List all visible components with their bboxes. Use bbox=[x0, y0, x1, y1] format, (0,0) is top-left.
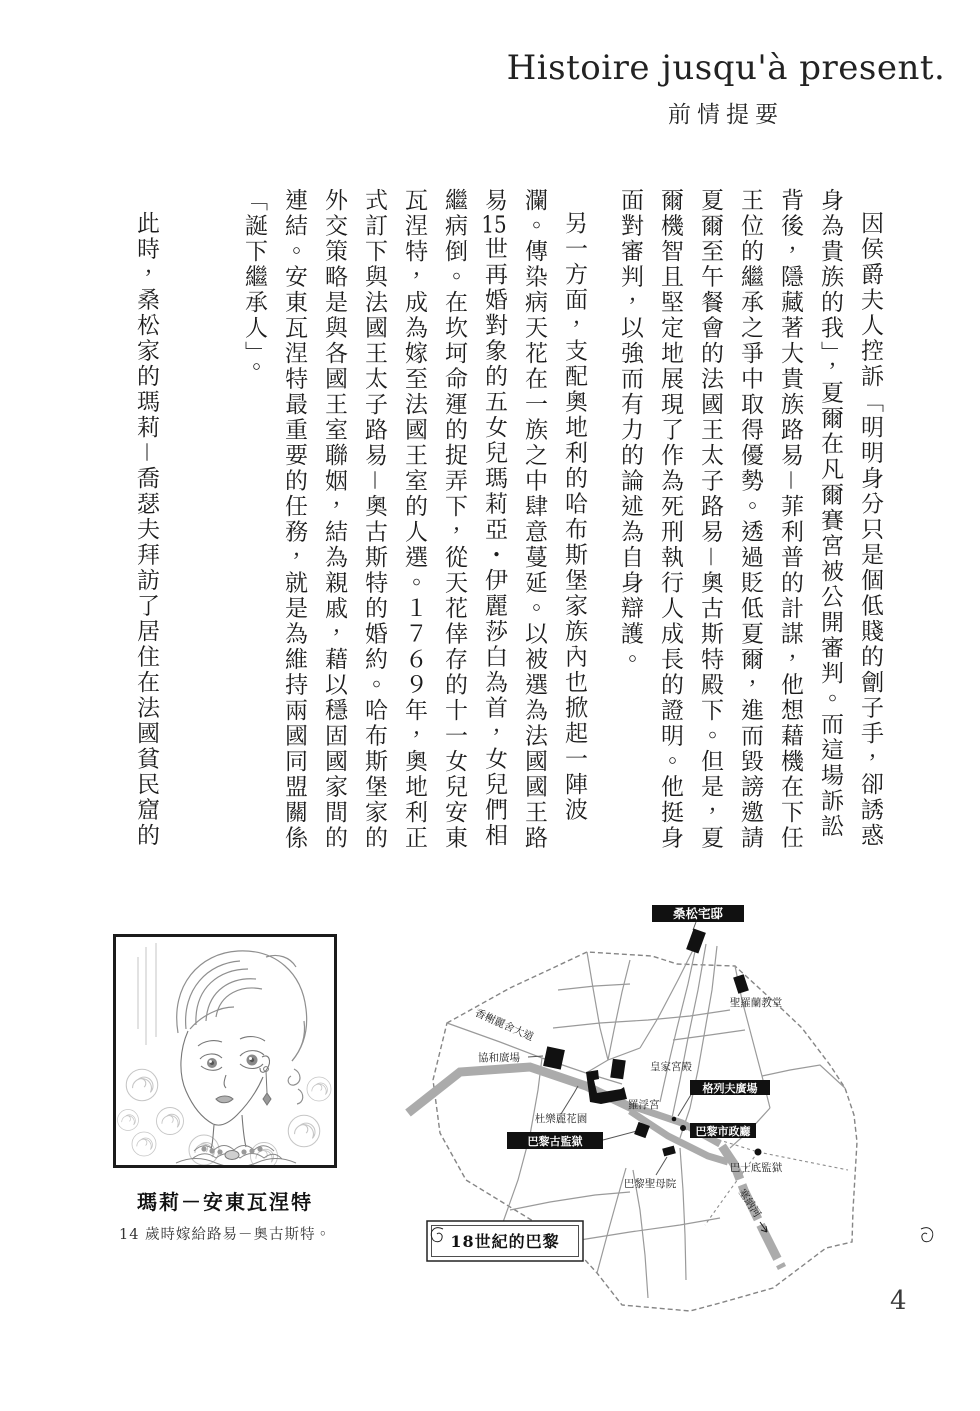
map-label-notre-dame: 巴黎聖母院 bbox=[623, 1178, 677, 1190]
portrait-background bbox=[118, 943, 332, 1165]
header-title: Histoire jusqu'à present. bbox=[506, 48, 946, 88]
sanson-residence-marker bbox=[686, 928, 706, 953]
portrait-frame bbox=[113, 934, 337, 1168]
map-label-place-concorde: 協和廣場 bbox=[478, 1052, 520, 1064]
palais-royal-marker bbox=[610, 1059, 626, 1080]
place-concorde-marker bbox=[543, 1046, 565, 1069]
map-label-tuileries-garden: 杜樂麗花園 bbox=[534, 1113, 588, 1125]
story-paragraph-3: 此時，桑松家的瑪莉－喬瑟夫拜訪了居住在法國貧民窟的 bbox=[133, 211, 159, 849]
map-roads-dashed bbox=[684, 1129, 848, 1225]
map-label-seine: 塞納河 bbox=[735, 1186, 764, 1220]
map-label-champs-elysees: 香榭麗舍大道 bbox=[473, 1006, 536, 1044]
paris-map bbox=[390, 880, 950, 1320]
map-title: 18世紀的巴黎 bbox=[450, 1232, 560, 1251]
portrait-caption-block bbox=[93, 1186, 357, 1244]
map-title-box bbox=[427, 1221, 933, 1320]
map-label-bastille: 巴士底監獄 bbox=[729, 1162, 783, 1174]
map-label-palais-royal: 皇家宮殿 bbox=[650, 1061, 692, 1073]
portrait-hair bbox=[177, 951, 307, 1104]
portrait-subcaption: 14 歲時嫁給路易－奧古斯特。 bbox=[118, 1227, 332, 1243]
map-label-sanson-residence: 桑松宅邸 bbox=[672, 906, 724, 921]
page-header bbox=[506, 48, 946, 129]
notre-dame-marker bbox=[662, 1146, 676, 1157]
header-subtitle: 前情提要 bbox=[668, 102, 784, 128]
portrait-eyes bbox=[207, 1055, 258, 1069]
map-label-saint-laurent-church: 聖羅蘭教堂 bbox=[729, 997, 783, 1009]
portrait-choker bbox=[176, 1146, 296, 1166]
portrait-illustration bbox=[116, 937, 334, 1165]
map-label-louvre: 羅浮宮 bbox=[628, 1099, 660, 1111]
map-label-hotel-de-ville: 巴黎市政廳 bbox=[695, 1125, 751, 1138]
map-label-place-greve: 格列夫廣場 bbox=[702, 1082, 758, 1095]
page-number: 4 bbox=[890, 1286, 907, 1316]
hotel-de-ville-dot bbox=[672, 1117, 677, 1122]
portrait-face bbox=[181, 1031, 270, 1149]
map-label-conciergerie: 巴黎古監獄 bbox=[527, 1135, 583, 1148]
story-paragraph-2: 另一方面，支配奧地利的哈布斯堡家族內也掀起一陣波瀾。傳染病天花在一族之中肆意蔓延。以被選為法國國王路易15世再婚對象的五女兒瑪莉亞・伊麗莎白為首，女兒們相繼病倒。在坎坷命運的捉弄下，從天花倖存的十一女兒安東瓦涅特，成為嫁至法國王室的人選。１７６９年，奧地利正式訂下與法國王太子路易－奧古斯特的婚約。哈布斯堡家的外交策略是與各國王室聯姻，結為親戚，藉以穩固國家間的連結。安東瓦涅特最重要的任務，就是為維持兩國同盟關係「誕下繼承人」。 bbox=[241, 188, 587, 851]
bastille-dot bbox=[755, 1149, 762, 1156]
story-paragraph-1: 因侯爵夫人控訴「明明身分只是個低賤的劊子手，卻誘惑身為貴族的我」，夏爾在凡爾賽宮被公開審判。而這場訴訟背後，隱藏著大貴族路易－菲利普的計謀，他想藉機在下任王位的繼承之爭中取得優勢。透過貶低夏爾，進而毀謗邀請夏爾至午餐會的法國王太子路易－奧古斯特殿下。但是，夏爾機智且堅定地展現了作為死刑執行人成長的證明。他挺身面對審判，以強而有力的論述為自身辯護。 bbox=[617, 188, 883, 851]
hotel-de-ville-dot2 bbox=[680, 1125, 686, 1131]
portrait-name: 瑪莉－安東瓦涅特 bbox=[137, 1190, 313, 1214]
story-text bbox=[90, 188, 890, 854]
